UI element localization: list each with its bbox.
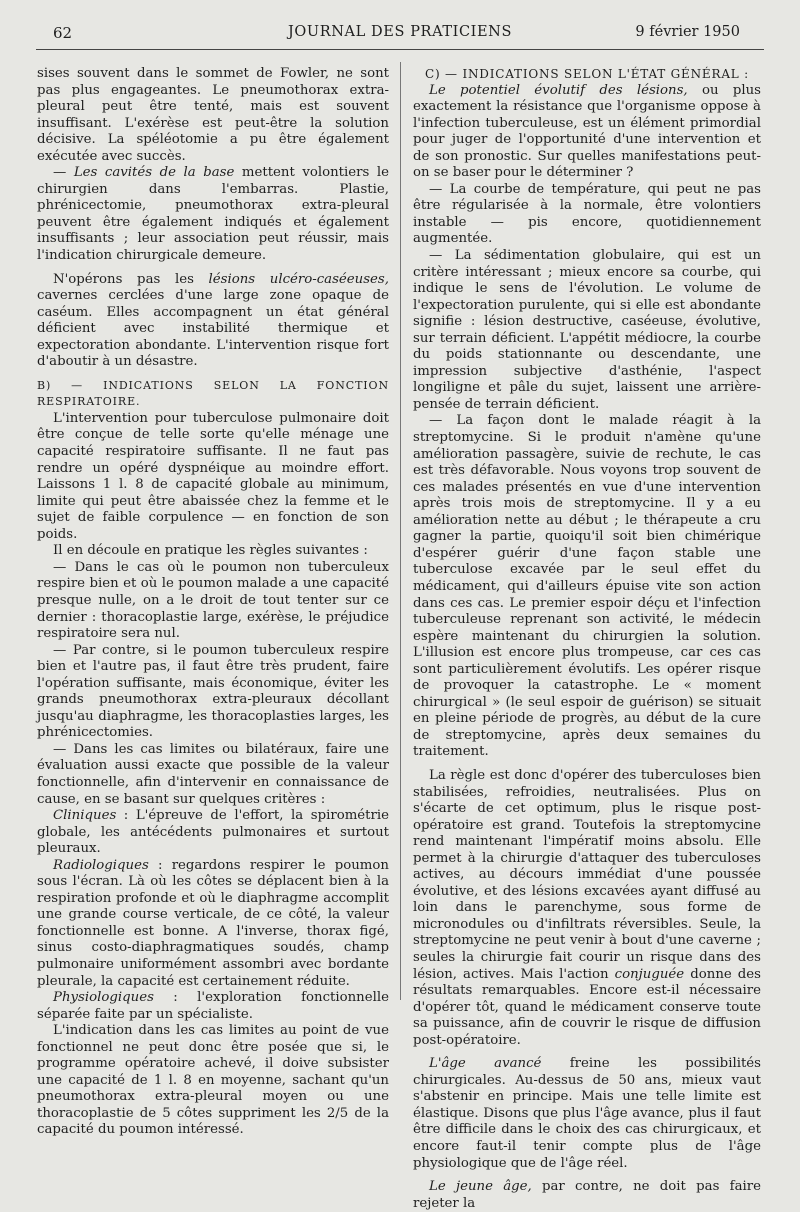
paragraph: Le potentiel évolutif des lésions, ou plus exactement la résistance que l'organisme oppose à l'infection tuberculeuse, est un élément primordial pour juger de l'opportunité d'une intervention et de son pronostic. Sur quelles manifestations peut-on se baser pour le déterminer ?	[413, 82, 761, 181]
column-divider	[400, 62, 401, 1000]
paragraph: — La courbe de température, qui peut ne pas être régularisée à la normale, être volontiers instable — pis encore, quotidiennement augmentée.	[413, 181, 761, 247]
section-heading-b: B) — INDICATIONS SELON LA FONCTION RESPIRATOIRE.	[37, 378, 389, 409]
paragraph: Le jeune âge, par contre, ne doit pas faire rejeter la	[413, 1179, 761, 1211]
right-column	[413, 66, 761, 1212]
paragraph: — Les cavités de la base mettent volontiers le chirurgien dans l'embarras. Plastie, phrénicectomie, pneumothorax extra-pleural peuvent être également indiqués et également insuffisants ; leur association peut réussir, mais l'indication chirurgicale demeure.	[37, 165, 389, 264]
paragraph: Cliniques : L'épreuve de l'effort, la spirométrie globale, les antécédents pulmonaires et surtout pleuraux.	[37, 808, 389, 857]
paragraph: — Dans les cas limites ou bilatéraux, faire une évaluation aussi exacte que possible de la valeur fonctionnelle, afin d'intervenir en connaissance de cause, en se basant sur quelques critères :	[37, 741, 389, 807]
header-rule	[36, 49, 764, 50]
issue-date: 9 février 1950	[635, 24, 740, 40]
paragraph: — Par contre, si le poumon tuberculeux respire bien et l'autre pas, il faut être très prudent, faire l'opération suffisante, mais économique, éviter les grands pneumothorax extra-pleuraux décollant jusqu'au diaphragme, les thoracoplasties larges, les phrénicectomies.	[37, 642, 389, 741]
paragraph: Radiologiques : regardons respirer le poumon sous l'écran. Là où les côtes se déplacent bien à la respiration profonde et où le diaphragme accomplit une grande course verticale, de ce côté, la valeur fonctionnelle est bonne. A l'inverse, thorax figé, sinus costo-diaphragmatiques soudés, champ pulmonaire uniformément assombri avec bordante pleurale, la capacité est certainement réduite.	[37, 857, 389, 989]
paragraph: — La sédimentation globulaire, qui est un critère intéressant ; mieux encore sa courbe, qui indique le sens de l'évolution. Le volume de l'expectoration purulente, qui si elle est abondante signifie : lésion destructive, caséeuse, évolutive, sur terrain déficient. L'appétit médiocre, la courbe du poids stationnante ou descendante, une impression subjective d'asthénie, l'aspect longiligne et pâle du sujet, laissent une arrière-pensée de terrain déficient.	[413, 248, 761, 412]
paragraph: sises souvent dans le sommet de Fowler, ne sont pas plus engageantes. Le pneumothorax extra-pleural peut être tenté, mais est souvent insuffisant. L'exérèse est peut-être la solution décisive. La spéléotomie a pu être également exécutée avec succès.	[37, 66, 389, 164]
paragraph: Il en découle en pratique les règles suivantes :	[53, 543, 368, 559]
journal-title: JOURNAL DES PRATICIENS	[288, 24, 512, 40]
page-number: 62	[53, 24, 73, 42]
paragraph: L'intervention pour tuberculose pulmonaire doit être conçue de telle sorte qu'elle ménage une capacité respiratoire suffisante. Il ne faut pas rendre un opéré dyspnéique au moindre effort. Laissons 1 l. 8 de capacité globale au minimum, limite qui peut être abaissée chez la femme et le sujet de faible corpulence — en fonction de son poids.	[37, 410, 389, 542]
paragraph: L'indication dans les cas limites au point de vue fonctionnel ne peut donc être posée que si, le programme opératoire achevé, il doive subsister une capacité de 1 l. 8 en moyenne, sachant qu'un pneumothorax extra-pleural moyen ou une thoracoplastie de 5 côtes suppriment les 2/5 de la capacité du poumon intéressé.	[37, 1023, 389, 1138]
left-column	[37, 66, 389, 1139]
paragraph: La règle est donc d'opérer des tuberculoses bien stabilisées, refroidies, neutralisées. Plus on s'écarte de cet optimum, plus le risque post-opératoire est grand. Toutefois la streptomycine rend maintenant l'impératif moins absolu. Elle permet à la chirurgie d'attaquer des tuberculoses actives, au décours immédiat d'une poussée évolutive, et des lésions excavées ayant diffusé au loin dans le parenchyme, sous forme de micronodules ou d'infiltrats réversibles. Seule, la streptomycine ne peut venir à bout d'une caverne ; seules la chirurgie fait courir un risque dans des lésion, actives. Mais l'action conjuguée donne des résultats remarquables. Encore est-il nécessaire d'opérer tôt, quand le médicament conserve toute sa puissance, afin de couvrir le risque de diffusion post-opératoire.	[413, 767, 761, 1048]
paragraph: — La façon dont le malade réagit à la streptomycine. Si le produit n'amène qu'une amélioration passagère, suivie de rechute, le cas est très défavorable. Nous voyons trop souvent de ces malades présentés en vue d'une intervention après trois mois de streptomycine. Il y a eu amélioration nette au début ; le thérapeute a cru gagner la partie, quoiqu'il soit bien chimérique d'espérer guérir d'une façon stable une tuberculose excavée par le seul effet du médicament, qui d'ailleurs épuise vite son action dans ces cas. Le premier espoir déçu et l'infection tuberculeuse reprenant son activité, le médecin espère maintenant du chirurgien la solution. L'illusion est encore plus trompeuse, car ces cas sont particulièrement évolutifs. Les opérer risque de provoquer la catastrophe. Le « moment chirurgical » (le seul espoir de guérison) se situait en pleine période de progrès, au début de la cure de streptomycine, après deux semaines du traitement.	[413, 413, 761, 760]
paragraph: L'âge avancé freine les possibilités chirurgicales. Au-dessus de 50 ans, mieux vaut s'abstenir en principe. Mais une telle limite est élastique. Disons que plus l'âge avance, plus il faut être difficile dans le choix des cas chirurgicaux, et encore faut-il tenir compte plus de l'âge physiologique que de l'âge réel.	[413, 1056, 761, 1171]
paragraph: — Dans le cas où le poumon non tuberculeux respire bien et où le poumon malade a une capacité presque nulle, on a le droit de tout tenter sur ce dernier : thoracoplastie large, exérèse, le préjudice respiratoire sera nul.	[37, 559, 389, 642]
section-heading-c: C) — INDICATIONS SELON L'ÉTAT GÉNÉRAL :	[424, 67, 750, 81]
running-header	[0, 22, 800, 46]
paragraph: N'opérons pas les lésions ulcéro-caséeuses, cavernes cerclées d'une large zone opaque de caséum. Elles accompagnent un état général déficient avec instabilité thermique et expectoration abondante. L'intervention risque fort d'aboutir à un désastre.	[37, 271, 389, 370]
paragraph: Physiologiques : l'exploration fonctionnelle séparée faite par un spécialiste.	[37, 990, 389, 1022]
